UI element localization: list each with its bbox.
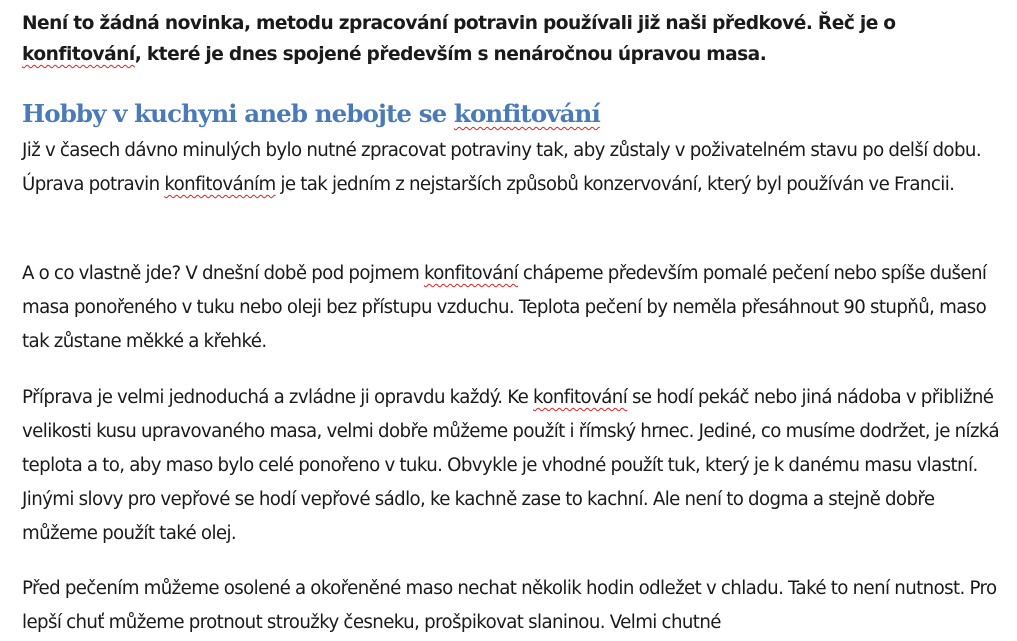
paragraph-text: je tak jedním z nejstarších způsobů konzervování, který byl používán ve Francii.	[275, 174, 955, 195]
intro-text-before: Není to žádná novinka, metodu zpracování potravin používali již naši předkové. Řeč je o	[22, 13, 896, 34]
spellcheck-flagged-word[interactable]: konfitování	[533, 387, 628, 408]
spellcheck-flagged-word[interactable]: konfitování	[22, 44, 135, 65]
intro-paragraph	[22, 8, 1007, 70]
body-paragraph-4	[22, 572, 1010, 640]
spellcheck-flagged-word[interactable]: konfitování	[423, 263, 519, 284]
paragraph-text: Před pečením můžeme osolené a okořeněné maso nechat několik hodin odležet v chladu. Také to není nutnost. Pro lepší chuť můžeme protnout stroužky česneku, prošpikovat slaninou. Velmi chutné	[22, 578, 997, 633]
body-paragraph-2	[22, 257, 1010, 359]
paragraph-text: chápeme především pomalé pečení nebo spíše dušení masa ponořeného v tuku nebo oleji bez přístupu vzduchu. Teplota pečení by neměla přesáhnout 90 stupňů, maso tak zůstane měkké a křehké.	[22, 263, 987, 352]
spellcheck-flagged-word[interactable]: konfitováním	[164, 174, 276, 195]
paragraph-text: Již v časech dávno minulých bylo nutné zpracovat potraviny tak, aby zůstaly v poživatelném stavu po delší dobu. Úprava potravin	[22, 140, 982, 195]
body-paragraph-3	[22, 381, 1010, 551]
heading-text: Hobby v kuchyni aneb nebojte se	[22, 99, 454, 128]
section-heading	[22, 95, 1007, 133]
spellcheck-flagged-word[interactable]: konfitování	[453, 99, 600, 128]
paragraph-text: Příprava je velmi jednoduchá a zvládne ji opravdu každý. Ke	[22, 387, 534, 408]
paragraph-text: A o co vlastně jde? V dnešní době pod pojmem	[22, 263, 424, 284]
body-paragraph-1	[22, 134, 1010, 202]
intro-text-after: , které je dnes spojené především s nenáročnou úpravou masa.	[134, 44, 767, 65]
paragraph-text: se hodí pekáč nebo jiná nádoba v přibližné velikosti kusu upravovaného masa, velmi dobře můžeme použít i římský hrnec. Jediné, co musíme dodržet, je nízká teplota a to, aby maso bylo celé ponořeno v tuku. Obvykle je vhodné použít tuk, který je k danému masu vlastní. Jinými slovy pro vepřové se hodí vepřové sádlo, ke kachně zase to kachní. Ale není to dogma a stejně dobře můžeme použít také olej.	[22, 387, 1000, 544]
